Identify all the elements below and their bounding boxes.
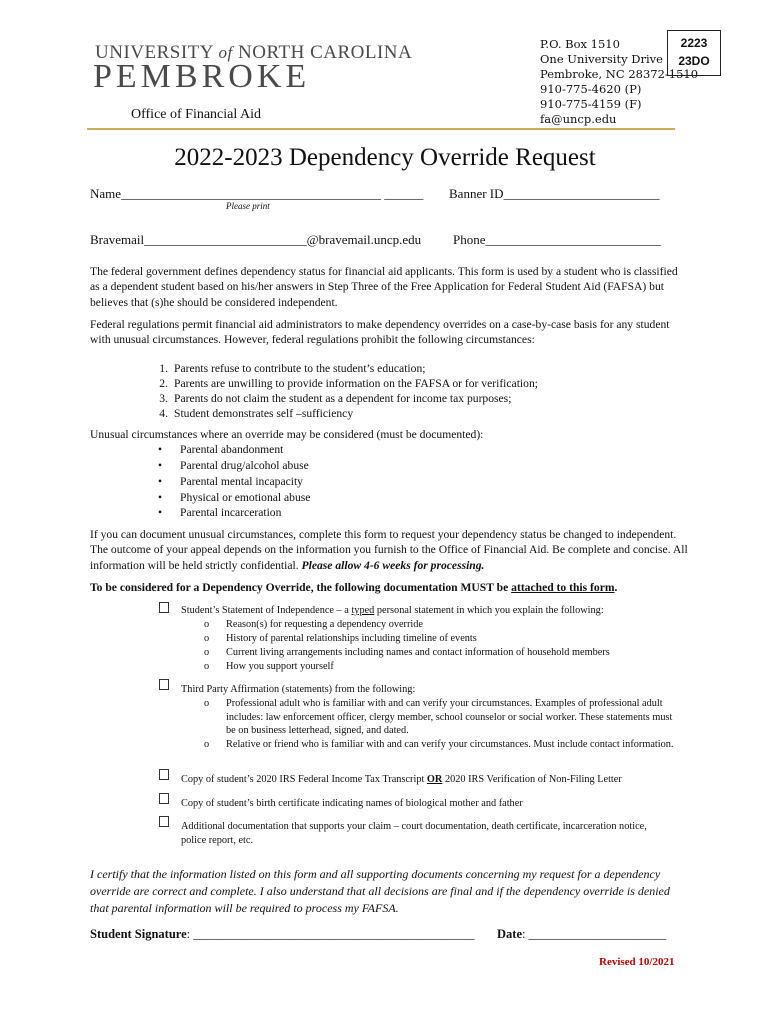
form-code-box xyxy=(667,30,721,76)
bullet-icon: • xyxy=(158,506,163,519)
phone-field[interactable]: Phone___________________________ xyxy=(453,232,661,247)
revision-date: Revised 10/2021 xyxy=(599,956,675,968)
address-line: One University Drive xyxy=(540,52,663,66)
list-item: o Reason(s) for requesting a dependency override xyxy=(204,619,423,630)
student-signature-field[interactable]: Student Signature: _____________________________________________ xyxy=(90,927,475,941)
birth-certificate-item: Copy of student’s birth certificate indicating names of biological mother and father xyxy=(181,798,523,809)
list-item: • Parental mental incapacity xyxy=(158,475,303,488)
circle-bullet-icon: o xyxy=(204,698,210,709)
address-line: P.O. Box 1510 xyxy=(540,37,620,51)
bullet-icon: • xyxy=(158,459,163,472)
page-title: 2022-2023 Dependency Override Request xyxy=(174,144,596,171)
list-item: o Current living arrangements including names and contact information of household members xyxy=(204,647,610,658)
circle-bullet-icon: o xyxy=(204,633,210,644)
circle-bullet-icon: o xyxy=(204,738,210,750)
list-item: o History of parental relationships including timeline of events xyxy=(204,633,477,644)
circle-bullet-icon: o xyxy=(204,661,210,672)
regulations-paragraph: Federal regulations permit financial aid administrators to make dependency overrides on a case-by-case basis for any student with unusual circumstances. However, federal regulations prohibit the following circumstances: xyxy=(90,318,670,347)
processing-time-note: Please allow 4-6 weeks for processing. xyxy=(301,558,485,572)
bravemail-field[interactable]: Bravemail_________________________@bravemail.uncp.edu xyxy=(90,232,422,247)
tax-transcript-item: Copy of student’s 2020 IRS Federal Income Tax Transcript OR 2020 IRS Verification of Non-Filing Letter xyxy=(181,774,622,785)
tax-transcript-checkbox[interactable] xyxy=(159,769,169,780)
third-party-checkbox[interactable] xyxy=(159,679,169,690)
bullet-icon: • xyxy=(158,475,163,488)
list-item: • Parental abandonment xyxy=(158,443,284,456)
name-field[interactable]: Name________________________________________ ______ xyxy=(90,186,424,201)
documentation-heading: To be considered for a Dependency Override, the following documentation MUST be attached to this form. xyxy=(90,581,618,594)
list-item: o Relative or friend who is familiar with and can verify your circumstances. Must include contact information. xyxy=(204,738,674,750)
instructions-paragraph: If you can document unusual circumstances, complete this form to request your dependency status be changed to independent. The outcome of your appeal depends on the information you furnish to the Office of Financial Aid. Be complete and concise. All information will be held strictly confidential. Please allow 4-6 weeks for processing. xyxy=(90,528,688,572)
intro-paragraph: The federal government defines dependency status for financial aid applicants. This form is used by a student who is classified as a dependent student based on his/her answers in Step Three of the Free Application for Federal Student Aid (FAFSA) but believes that (s)he should be considered independent. xyxy=(90,265,678,309)
unusual-list xyxy=(158,442,558,520)
prohibited-list: 1. Parents refuse to contribute to the student’s education; 2. Parents are unwilling to provide information on the FAFSA or for verification; 3. Parents do not claim the student as a dependent for income tax purposes; 4. Student demonstrates self –sufficiency xyxy=(159,362,538,420)
statement-item: Student’s Statement of Independence – a typed personal statement in which you explain the following: xyxy=(181,605,604,616)
address-line: Pembroke, NC 28372-1510 xyxy=(540,67,699,81)
list-item: • Physical or emotional abuse xyxy=(158,491,311,504)
circle-bullet-icon: o xyxy=(204,647,210,658)
bullet-icon: • xyxy=(158,443,163,456)
phone-line: 910-775-4620 (P) xyxy=(540,82,642,96)
statement-sublist xyxy=(204,618,684,674)
statement-checkbox[interactable] xyxy=(159,602,169,613)
email-line: fa@uncp.edu xyxy=(540,112,617,126)
fax-line: 910-775-4159 (F) xyxy=(540,97,642,111)
list-item: • Parental incarceration xyxy=(158,506,282,519)
birth-certificate-checkbox[interactable] xyxy=(159,793,169,804)
additional-docs-checkbox[interactable] xyxy=(159,816,169,827)
university-logo-pembroke: PEMBROKE xyxy=(93,58,311,95)
list-item: o How you support yourself xyxy=(204,661,334,672)
list-item: o Professional adult who is familiar with and can verify your circumstances. Examples of professional adult includes: law enforcement officer, clergy member, school counselor or social worker. These statements must be on business letterhead, signed, and dated. xyxy=(204,698,673,737)
form-code-year: 2223 xyxy=(680,36,708,50)
date-field[interactable]: Date: ______________________ xyxy=(497,927,667,941)
form-code-id: 23DO xyxy=(678,54,710,68)
third-party-sublist xyxy=(204,697,674,751)
office-name: Office of Financial Aid xyxy=(131,107,261,122)
header-divider xyxy=(87,128,675,130)
third-party-item: Third Party Affirmation (statements) from the following: xyxy=(181,684,416,695)
circle-bullet-icon: o xyxy=(204,619,210,630)
certification-statement: I certify that the information listed on this form and all supporting documents concerning my request for a dependency override are correct and complete. I also understand that all decisions are final and if the dependency override is denied that parental information will be required to process my FAFSA. xyxy=(90,867,670,915)
list-item: • Parental drug/alcohol abuse xyxy=(158,459,309,472)
banner-id-field[interactable]: Banner ID________________________ xyxy=(449,186,660,201)
please-print-note: Please print xyxy=(226,201,270,211)
university-logo-line1: UNIVERSITY of NORTH CAROLINA xyxy=(95,42,413,63)
additional-docs-item: Additional documentation that supports your claim – court documentation, death certificate, incarceration notice, police report, etc. xyxy=(181,821,647,846)
unusual-heading: Unusual circumstances where an override may be considered (must be documented): xyxy=(90,428,484,441)
bullet-icon: • xyxy=(158,491,163,504)
